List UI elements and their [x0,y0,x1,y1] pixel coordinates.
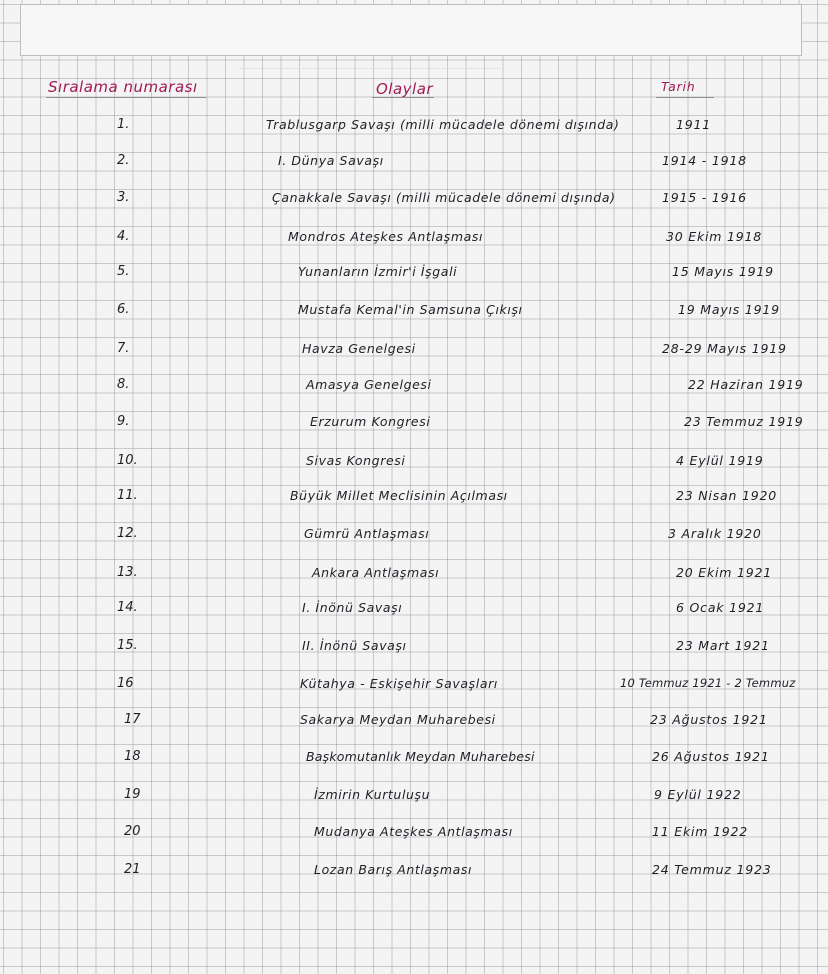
event-name: Trablusgarp Savaşı (milli mücadele dönemi dışında) [266,117,620,132]
event-date: 1911 [676,117,712,132]
faint-pencil-line [240,60,500,69]
event-date: 1915 - 1916 [662,190,747,205]
rank-number: 15. [117,638,138,653]
rank-number: 18 [124,749,141,764]
event-date: 20 Ekim 1921 [676,565,773,580]
event-date: 30 Ekim 1918 [666,229,763,244]
table-row [0,787,828,817]
table-row [0,302,828,332]
event-date: 26 Ağustos 1921 [652,749,770,764]
table-row [0,117,828,147]
event-name: İzmirin Kurtuluşu [314,787,431,802]
event-name: Büyük Millet Meclisinin Açılması [290,488,508,503]
rank-column-header: Sıralama numarası [48,78,198,96]
rank-number: 16 [117,676,134,691]
event-name: Gümrü Antlaşması [304,526,430,541]
table-row [0,453,828,483]
event-name: Mondros Ateşkes Antlaşması [288,229,484,244]
table-row [0,862,828,892]
event-name: I. İnönü Savaşı [302,600,403,615]
event-date: 22 Haziran 1919 [688,377,804,392]
rank-number: 6. [117,302,130,317]
table-row [0,638,828,668]
date-header-rule [656,97,714,98]
event-name: Çanakkale Savaşı (milli mücadele dönemi dışında) [272,190,616,205]
rank-number: 19 [124,787,141,802]
rank-number: 1. [117,117,130,132]
table-row [0,824,828,854]
event-name: Lozan Barış Antlaşması [314,862,473,877]
rank-number: 9. [117,414,130,429]
rank-number: 4. [117,229,130,244]
event-date: 10 Temmuz 1921 - 2 Temmuz [620,676,796,690]
event-name: Sakarya Meydan Muharebesi [300,712,496,727]
event-date: 23 Temmuz 1919 [684,414,804,429]
table-row [0,565,828,595]
table-row [0,414,828,444]
event-date: 1914 - 1918 [662,153,747,168]
rank-number: 13. [117,565,138,580]
rank-number: 12. [117,526,138,541]
event-name: Sivas Kongresi [306,453,406,468]
rank-number: 14. [117,600,138,615]
table-row [0,153,828,183]
event-name: Başkomutanlık Meydan Muharebesi [306,749,535,764]
rank-number: 2. [117,153,130,168]
events-header-rule [372,97,434,98]
rank-number: 17 [124,712,141,727]
event-name: Kütahya - Eskişehir Savaşları [300,676,498,691]
table-row [0,229,828,259]
event-name: II. İnönü Savaşı [302,638,407,653]
event-date: 23 Ağustos 1921 [650,712,768,727]
table-row [0,264,828,294]
rank-header-rule [46,97,206,98]
event-date: 9 Eylül 1922 [654,787,742,802]
table-row [0,712,828,742]
event-name: Mudanya Ateşkes Antlaşması [314,824,513,839]
event-date: 3 Aralık 1920 [668,526,762,541]
event-date: 15 Mayıs 1919 [672,264,774,279]
table-row [0,488,828,518]
events-column-header: Olaylar [376,80,434,98]
top-header-box [20,4,802,56]
rank-number: 20 [124,824,141,839]
rank-number: 8. [117,377,130,392]
rank-number: 5. [117,264,130,279]
rank-number: 10. [117,453,138,468]
table-row [0,341,828,371]
rank-number: 7. [117,341,130,356]
event-name: Amasya Genelgesi [306,377,432,392]
event-date: 23 Nisan 1920 [676,488,777,503]
table-row [0,190,828,220]
table-row [0,377,828,407]
event-date: 28-29 Mayıs 1919 [662,341,787,356]
rank-number: 21 [124,862,141,877]
event-date: 19 Mayıs 1919 [678,302,780,317]
event-name: I. Dünya Savaşı [278,153,384,168]
event-name: Ankara Antlaşması [312,565,440,580]
date-column-header: Tarih [661,79,696,94]
table-row [0,676,828,706]
table-row [0,600,828,630]
event-name: Havza Genelgesi [302,341,416,356]
event-name: Yunanların İzmir'i İşgali [298,264,458,279]
event-date: 11 Ekim 1922 [652,824,749,839]
event-date: 4 Eylül 1919 [676,453,764,468]
event-date: 24 Temmuz 1923 [652,862,772,877]
rank-number: 3. [117,190,130,205]
event-date: 23 Mart 1921 [676,638,770,653]
event-date: 6 Ocak 1921 [676,600,765,615]
table-row [0,526,828,556]
rank-number: 11. [117,488,138,503]
table-row [0,749,828,779]
event-name: Mustafa Kemal'in Samsuna Çıkışı [298,302,523,317]
event-name: Erzurum Kongresi [310,414,431,429]
